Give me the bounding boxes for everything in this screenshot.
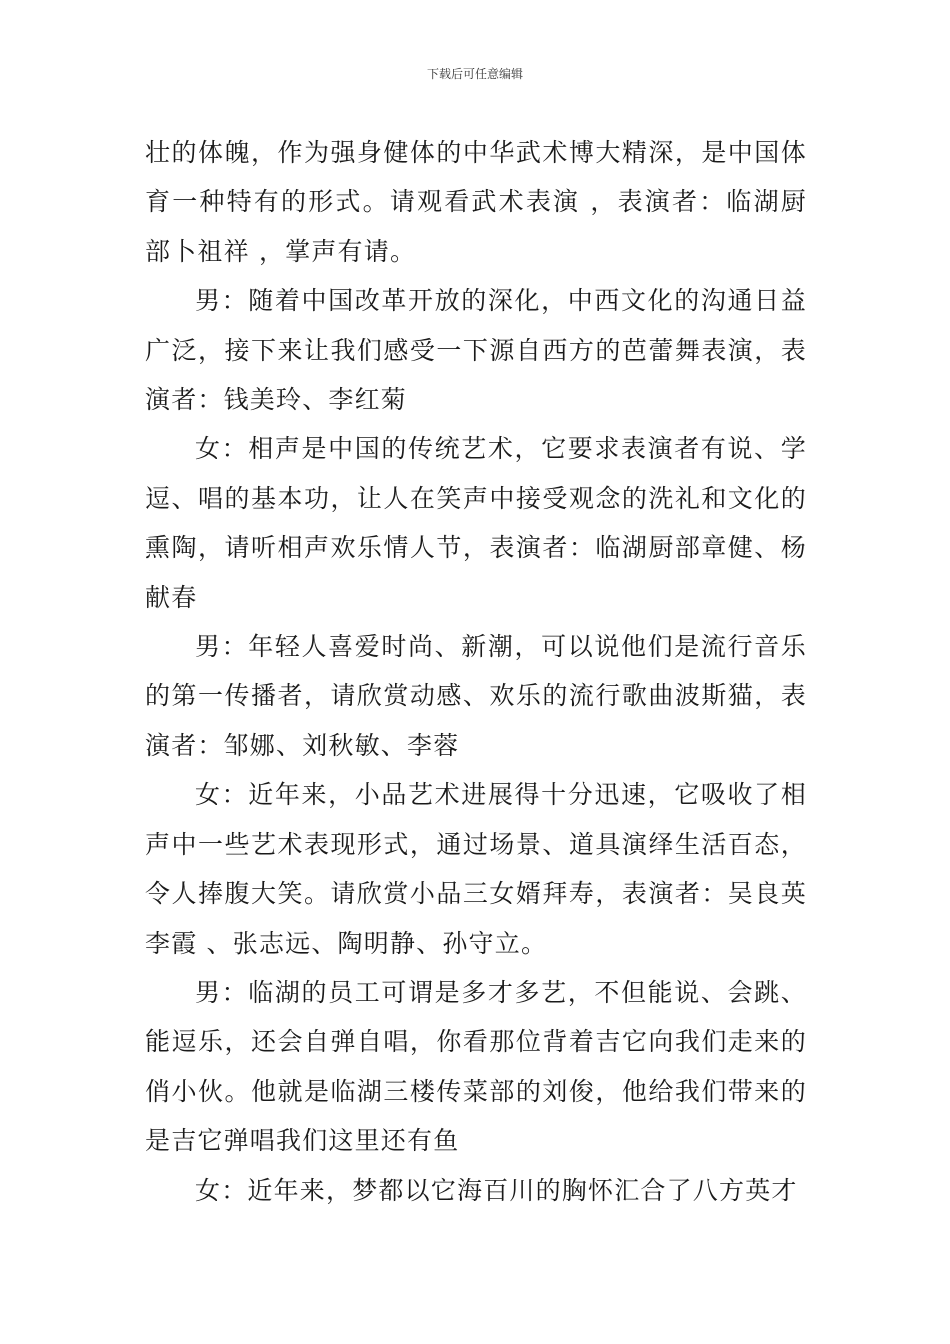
paragraph-7: 女：近年来，梦都以它海百川的胸怀汇合了八方英才: [195, 1175, 798, 1205]
page-header: 下载后可任意编辑: [426, 67, 523, 81]
paragraph-2: 男：随着中国改革开放的深化，中西文化的沟通日益广泛，接下来让我们感受一下源自西方的芭蕾舞表演，表演者：钱美玲、李红菊: [145, 286, 807, 415]
paragraph-5: 女：近年来，小品艺术进展得十分迅速，它吸收了相声中一些艺术表现形式，通过场景、道具演绎生活百态，令人捧腹大笑。请欣赏小品三女婿拜寿，表演者：吴良英李霞 、张志远、陶明静、孙守立。: [145, 780, 807, 958]
paragraph-1: 壮的体魄，作为强身健体的中华武术博大精深，是中国体育一种特有的形式。请观看武术表演 ，表演者：临湖厨部卜祖祥 ，掌声有请。: [145, 138, 807, 266]
paragraph-4: 男：年轻人喜爱时尚、新潮，可以说他们是流行音乐的第一传播者，请欣赏动感、欢乐的流行歌曲波斯猫，表演者：邹娜、刘秋敏、李蓉: [145, 632, 807, 760]
document-body: [145, 128, 807, 1215]
paragraph-3: 女：相声是中国的传统艺术，它要求表演者有说、学逗、唱的基本功，让人在笑声中接受观念的洗礼和文化的熏陶，请听相声欢乐情人节，表演者：临湖厨部章健、杨献春: [145, 434, 807, 612]
paragraph-6: 男：临湖的员工可谓是多才多艺，不但能说、会跳、能逗乐，还会自弹自唱，你看那位背着吉它向我们走来的俏小伙。他就是临湖三楼传菜部的刘俊，他给我们带来的是吉它弹唱我们这里还有鱼: [145, 977, 807, 1156]
